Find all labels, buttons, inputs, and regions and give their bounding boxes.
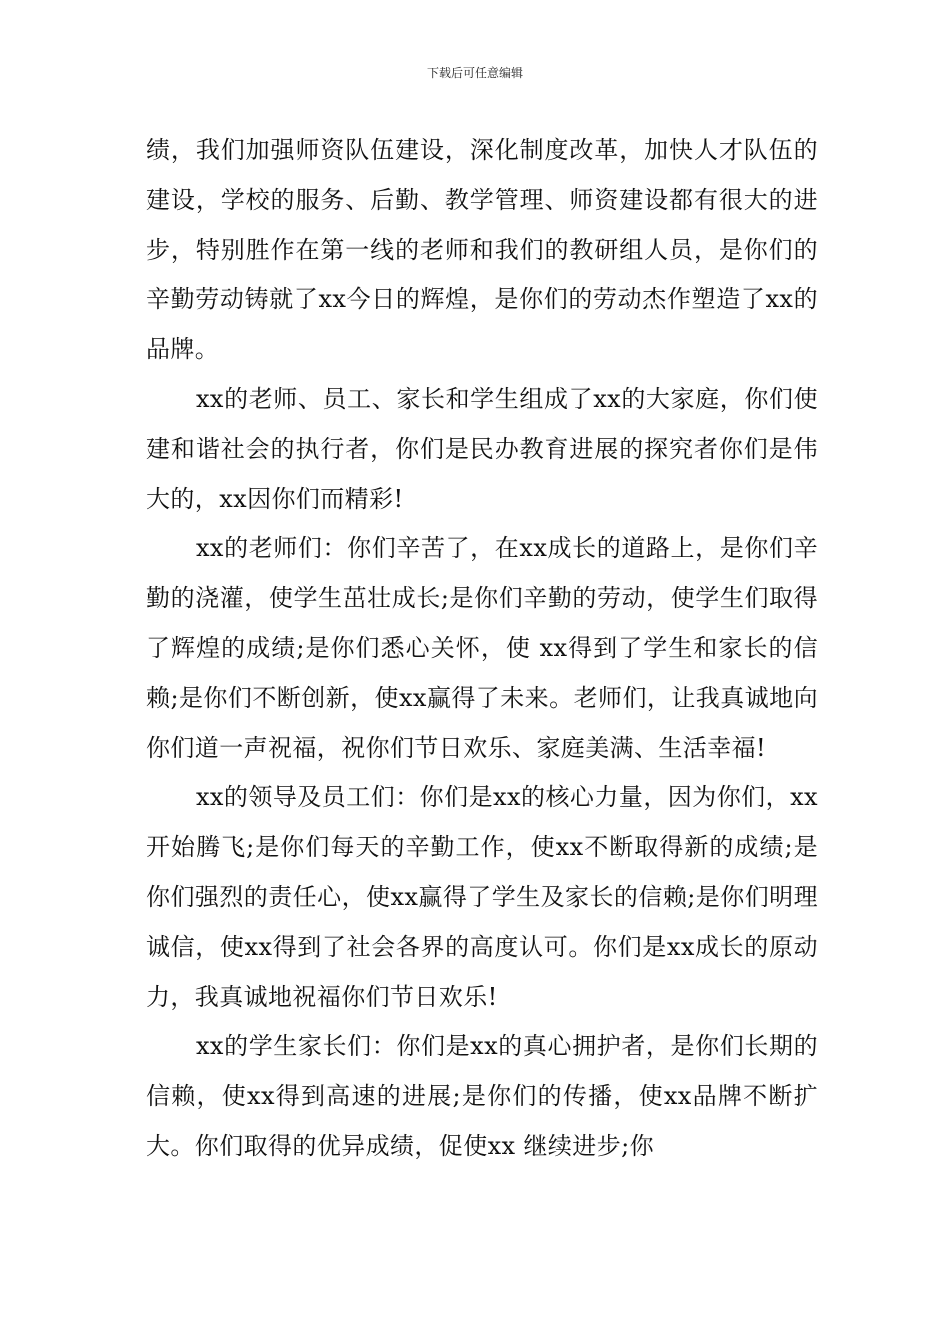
document-body <box>146 126 818 1172</box>
paragraph-4: xx的领导及员工们：你们是xx的核心力量，因为你们，xx开始腾飞;是你们每天的辛勤工作，使xx不断取得新的成绩;是你们强烈的责任心，使xx赢得了学生及家长的信赖;是你们明理诚信，使xx得到了社会各界的高度认可。你们是xx成长的原动力，我真诚地祝福你们节日欢乐! <box>146 783 818 1011</box>
paragraph-3: xx的老师们：你们辛苦了，在xx成长的道路上，是你们辛勤的浇灌，使学生茁壮成长;是你们辛勤的劳动，使学生们取得了辉煌的成绩;是你们悉心关怀，使 xx得到了学生和家长的信赖;是你们不断创新，使xx赢得了未来。老师们，让我真诚地向你们道一声祝福，祝你们节日欢乐、家庭美满、生活幸福! <box>146 534 818 762</box>
download-note: 下载后可任意编辑 <box>426 66 523 80</box>
paragraph-1: 绩，我们加强师资队伍建设，深化制度改革，加快人才队伍的建设，学校的服务、后勤、教学管理、师资建设都有很大的进步，特别胜作在第一线的老师和我们的教研组人员，是你们的辛勤劳动铸就了xx今日的辉煌，是你们的劳动杰作塑造了xx的品牌。 <box>146 136 818 364</box>
page-header <box>0 64 950 82</box>
paragraph-5: xx的学生家长们：你们是xx的真心拥护者，是你们长期的信赖，使xx得到高速的进展;是你们的传播，使xx品牌不断扩大。你们取得的优异成绩，促使xx 继续进步;你 <box>146 1032 818 1160</box>
paragraph-2: xx的老师、员工、家长和学生组成了xx的大家庭，你们使建和谐社会的执行者，你们是民办教育进展的探究者你们是伟大的，xx因你们而精彩! <box>146 384 818 513</box>
